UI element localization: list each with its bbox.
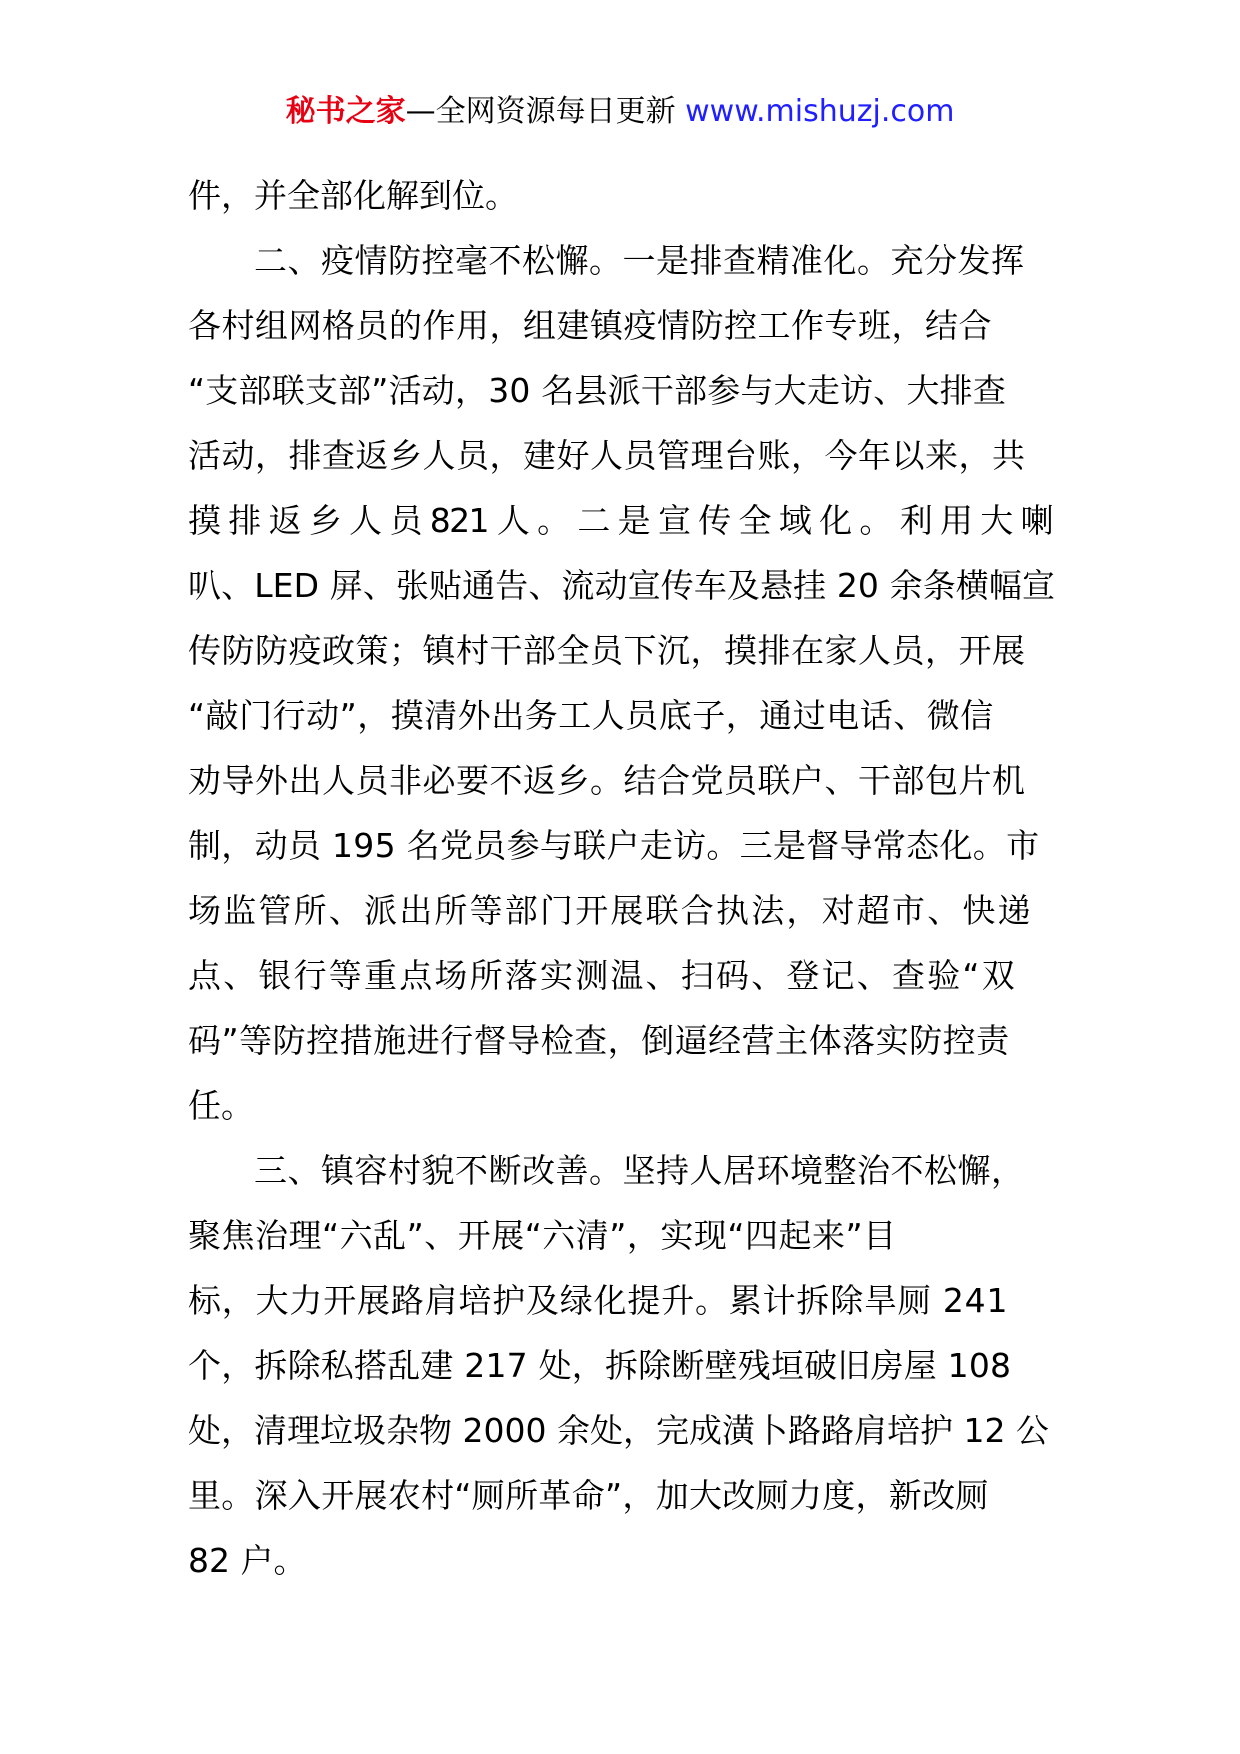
text-line — [188, 553, 1058, 618]
line-text: 三、镇容村貌不断改善。坚持人居环境整治不松懈， — [254, 1151, 1025, 1190]
line-text: 叭、LED 屏、张贴通告、流动宣传车及悬挂 20 余条横幅宣 — [188, 566, 1056, 605]
line-text: 处，清理垃圾杂物 2000 余处，完成潢卜路路肩培护 12 公 — [188, 1411, 1049, 1450]
text-line — [188, 748, 1058, 813]
text-line — [188, 1268, 1058, 1333]
line-text: 码”等防控措施进行督导检查，倒逼经营主体落实防控责 — [188, 1021, 1010, 1060]
text-line — [188, 1463, 1058, 1528]
text-line — [188, 163, 1058, 228]
text-line — [188, 1398, 1058, 1463]
line-text: “支部联支部”活动，30 名县派干部参与大走访、大排查 — [188, 371, 1007, 410]
text-line — [188, 943, 1058, 1008]
line-text: 任。 — [188, 1086, 254, 1125]
header-tagline: —全网资源每日更新 — [405, 94, 686, 129]
line-text: 二、疫情防控毫不松懈。一是排查精准化。充分发挥 — [254, 241, 1025, 280]
line-text: 活动，排查返乡人员，建好人员管理台账，今年以来，共 — [188, 436, 1026, 475]
brand-name: 秘书之家 — [285, 94, 406, 129]
line-text: 个，拆除私搭乱建 217 处，拆除断壁残垣破旧房屋 108 — [188, 1346, 1012, 1385]
text-line — [188, 813, 1058, 878]
page-header — [0, 92, 1240, 132]
document-body — [188, 163, 1058, 1593]
line-text: 各村组网格员的作用，组建镇疫情防控工作专班，结合 — [188, 306, 992, 345]
text-line — [188, 1528, 1058, 1593]
line-text: 里。深入开展农村“厕所革命”，加大改厕力度，新改厕 — [188, 1476, 989, 1515]
line-text: 82 户。 — [188, 1541, 307, 1580]
text-line — [188, 1073, 1058, 1138]
line-text: 聚焦治理“六乱”、开展“六清”，实现“四起来”目 — [188, 1216, 897, 1255]
line-text: 传防防疫政策；镇村干部全员下沉，摸排在家人员，开展 — [188, 631, 1026, 670]
line-text: 点、银行等重点场所落实测温、扫码、登记、查验“双 — [188, 956, 1017, 995]
text-line — [188, 293, 1058, 358]
line-text: 件，并全部化解到位。 — [188, 176, 518, 215]
paragraph-start-line — [188, 228, 1058, 293]
text-line — [188, 358, 1058, 423]
text-line — [188, 1333, 1058, 1398]
line-text: 场监管所、派出所等部门开展联合执法，对超市、快递 — [188, 891, 1033, 930]
line-text: “敲门行动”，摸清外出务工人员底子，通过电话、微信 — [188, 696, 994, 735]
line-text: 摸 排 返 乡 人 员 821 人 。 二 是 宣 传 全 域 化 。 利 用 大 喇 — [188, 501, 1052, 540]
text-line — [188, 423, 1058, 488]
line-text: 制，动员 195 名党员参与联户走访。三是督导常态化。市 — [188, 826, 1040, 865]
text-line — [188, 683, 1058, 748]
text-line — [188, 878, 1058, 943]
text-line — [188, 488, 1058, 553]
line-text: 劝导外出人员非必要不返乡。结合党员联户、干部包片机 — [188, 761, 1026, 800]
site-url-link[interactable]: www.mishuzj.com — [685, 94, 955, 129]
text-line — [188, 618, 1058, 683]
paragraph-start-line — [188, 1138, 1058, 1203]
text-line — [188, 1008, 1058, 1073]
text-line — [188, 1203, 1058, 1268]
line-text: 标，大力开展路肩培护及绿化提升。累计拆除旱厕 241 — [188, 1281, 1009, 1320]
